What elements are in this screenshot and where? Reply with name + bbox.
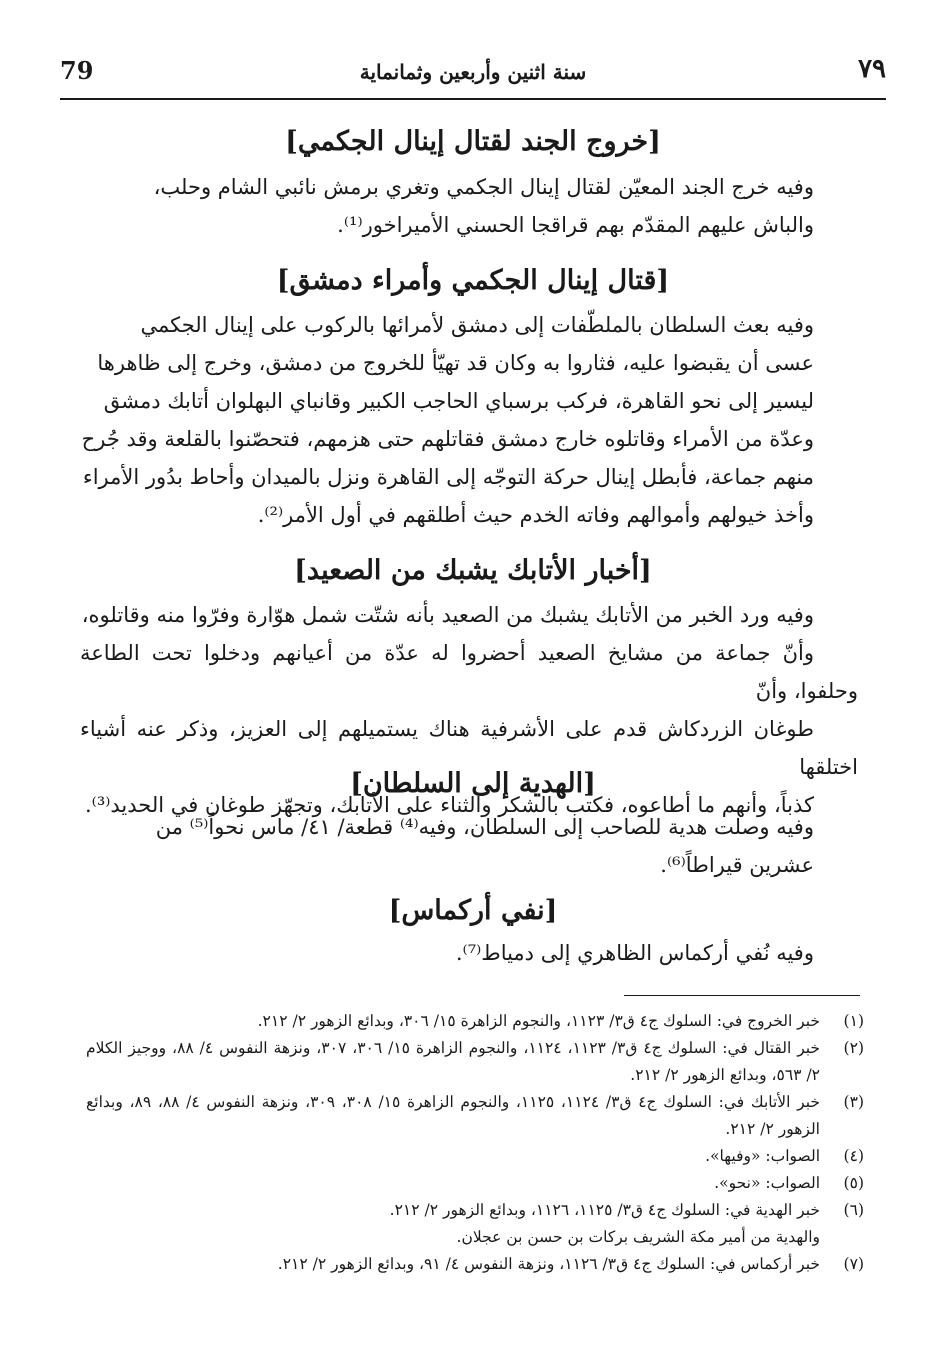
footnote-number: (٦) <box>843 1201 864 1219</box>
section-paragraph <box>80 168 858 244</box>
footnote <box>86 1008 864 1035</box>
paragraph-line: عشرين قيراطاً⁽⁶⁾. <box>660 853 814 877</box>
footnote-text: خبر أركماس في: السلوك ج٤ ق٣/ ١١٢٦، ونزهة النفوس ٤/ ٩١، وبدائع الزهور ٢/ ٢١٢. <box>277 1255 820 1273</box>
footnote-text: خبر الأتابك في: السلوك ج٤ ق٣/ ١١٢٤، ١١٢٥، والنجوم الزاهرة ١٥/ ٣٠٨، ٣٠٩، ونزهة النفوس ٤/ ٨٨، ٨٩، وبدائع الزهور ٢/ ٢١٢. <box>86 1093 820 1138</box>
page-number-latin: 79 <box>60 56 94 85</box>
footnote-number: (١) <box>843 1012 864 1030</box>
paragraph-line: منهم جماعة، فأبطل إينال حركة التوجّه إلى القاهرة ونزل بالميدان وأحاط بدُور الأمراء <box>82 465 814 489</box>
section-heading: [الهدية إلى السلطان] <box>350 768 596 799</box>
paragraph-line: وفيه وصلت هدية للصاحب إلى السلطان، وفيه⁽⁴⁾ قطعة/ ٤١/ ماس نحواً⁽⁵⁾ من <box>155 815 814 839</box>
footnote-text: خبر الهدية في: السلوك ج٤ ق٣/ ١١٢٥، ١١٢٦، وبدائع الزهور ٢/ ٢١٢. <box>389 1201 820 1219</box>
section-heading: [خروج الجند لقتال إينال الجكمي] <box>285 126 661 157</box>
footnote <box>86 1089 864 1143</box>
paragraph-line: وعدّة من الأمراء وقاتلوه خارج دمشق فقاتلهم حتى هزمهم، فتحصّنوا بالقلعة وقد جُرح <box>81 427 814 451</box>
footnote-text: الصواب: «نحو». <box>714 1174 820 1192</box>
footnote <box>86 1197 864 1224</box>
footnote-number: (٧) <box>843 1255 864 1273</box>
paragraph-line: وأنّ جماعة من مشايخ الصعيد أحضروا له عدّة من أعيانهم ودخلوا تحت الطاعة وحلفوا، وأنّ <box>80 641 858 703</box>
page-number-arabic: ٧٩ <box>858 54 886 84</box>
running-head <box>60 52 886 100</box>
footnote <box>86 1251 864 1278</box>
footnote <box>86 1170 864 1197</box>
paragraph-line: كذباً، وأنهم ما أطاعوه، فكتب بالشكر والثناء على الأتابك، وتجهّز طوغان في الحديد⁽³⁾. <box>84 793 814 817</box>
footnote-text: خبر الخروج في: السلوك ج٤ ق٣/ ١١٢٣، والنجوم الزاهرة ١٥/ ٣٠٦، وبدائع الزهور ٢/ ٢١٢. <box>257 1012 820 1030</box>
running-title: سنة اثنين وأربعين وثمانماية <box>359 60 587 84</box>
paragraph-line: وفيه بعث السلطان بالملطّفات إلى دمشق لأمرائها بالركوب على إينال الجكمي <box>140 313 814 337</box>
footnote-number: (٣) <box>843 1093 864 1111</box>
footnote-continuation: والهدية من أمير مكة الشريف بركات بن حسن بن عجلان. <box>456 1228 820 1246</box>
paragraph-line: عسى أن يقبضوا عليه، فثاروا به وكان قد تهيّأ للخروج من دمشق، وخرج إلى ظاهرها <box>97 351 814 375</box>
section-heading: [أخبار الأتابك يشبك من الصعيد] <box>294 555 652 586</box>
footnote <box>86 1143 864 1170</box>
paragraph-line: وفيه خرج الجند المعيّن لقتال إينال الجكمي وتغري برمش نائبي الشام وحلب، <box>153 175 814 199</box>
footnote <box>86 1035 864 1089</box>
footnote-text: الصواب: «وفيها». <box>705 1147 820 1165</box>
paragraph-line: طوغان الزردكاش قدم على الأشرفية هناك يستميلهم إلى العزيز، وذكر عنه أشياء اختلقها <box>80 717 858 779</box>
section-heading: [قتال إينال الجكمي وأمراء دمشق] <box>276 265 670 296</box>
paragraph-line: وفيه ورد الخبر من الأتابك يشبك من الصعيد بأنه شتّت شمل هوّارة وفرّوا منه وقاتلوه، <box>81 603 814 627</box>
footnote-separator <box>624 995 860 996</box>
paragraph-line: وأخذ خيولهم وأموالهم وفاته الخدم حيث أطلقهم في أول الأمر⁽²⁾. <box>257 503 814 527</box>
paragraph-line: والباش عليهم المقدّم بهم قراقجا الحسني الأميراخور⁽¹⁾. <box>337 213 814 237</box>
footnotes <box>86 1008 864 1278</box>
footnote-number: (٥) <box>843 1174 864 1192</box>
footnote-number: (٢) <box>843 1039 864 1057</box>
section-heading: [نفي أركماس] <box>388 895 558 926</box>
section-paragraph <box>80 934 858 972</box>
footnote-text: خبر القتال في: السلوك ج٤ ق٣/ ١١٢٣، ١١٢٤، والنجوم الزاهرة ١٥/ ٣٠٦، ٣٠٧، ونزهة النفوس ٤/ ٨٨، ووجيز الكلام ٢/ ٥٦٣، وبدائع الزهور ٢/ ٢١٢. <box>86 1039 821 1084</box>
footnote-number: (٤) <box>843 1147 864 1165</box>
section-paragraph <box>80 808 858 884</box>
paragraph-line: وفيه نُفي أركماس الظاهري إلى دمياط⁽⁷⁾. <box>455 941 814 965</box>
paragraph-line: ليسير إلى نحو القاهرة، فركب برسباي الحاجب الكبير وقانباي البهلوان أتابك دمشق <box>103 389 814 413</box>
section-paragraph <box>80 306 858 534</box>
